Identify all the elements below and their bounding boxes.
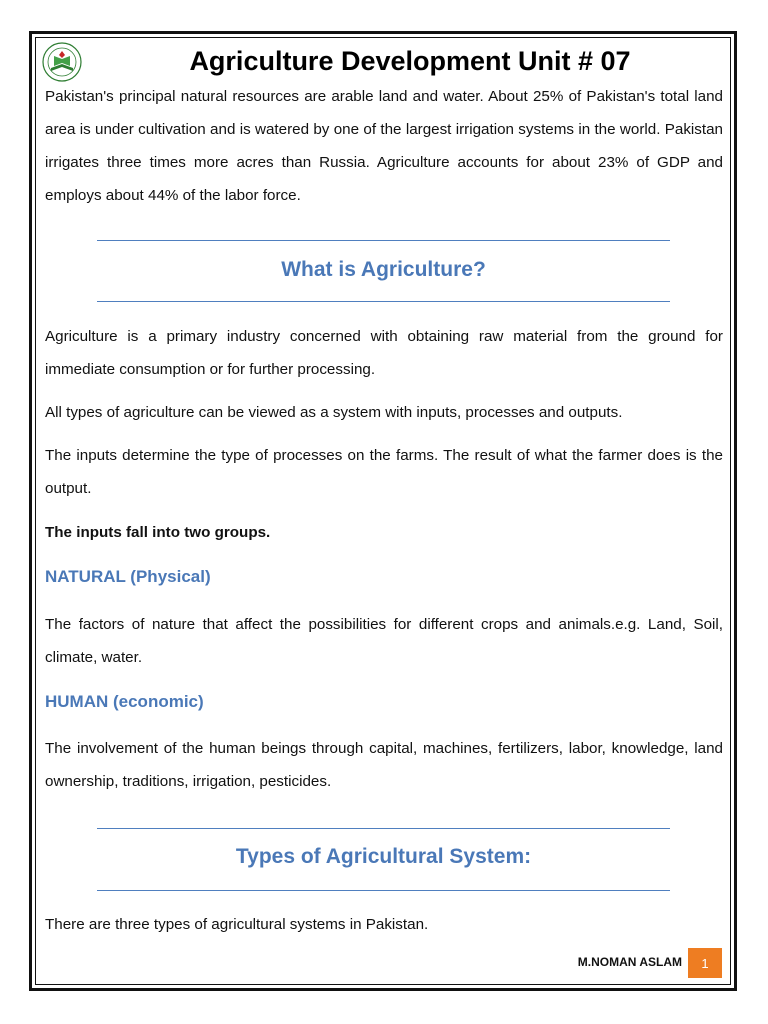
section-heading-types: Types of Agricultural System:	[235, 845, 532, 868]
paragraph-natural: The factors of nature that affect the possibilities for different crops and animals.e.g. Land, Soil, climate, water.	[45, 616, 723, 666]
divider-line	[97, 301, 670, 302]
paragraph-human: The involvement of the human beings through capital, machines, fertilizers, labor, knowledge, land ownership, traditions, irrigation, pesticides.	[45, 740, 723, 790]
institution-logo-icon	[42, 42, 82, 82]
section-heading-what-is-agriculture: What is Agriculture?	[281, 258, 486, 281]
divider-line	[97, 890, 670, 891]
paragraph-inputs: The inputs determine the type of processes on the farms. The result of what the farmer does is the output.	[45, 447, 723, 497]
intro-paragraph: Pakistan's principal natural resources are arable land and water. About 25% of Pakistan's total land area is under cultivation and is watered by one of the largest irrigation systems in the world. Pakistan irrigates three times more acres than Russia. Agriculture accounts for about 23% of GDP and employs about 44% of the labor force.	[45, 88, 723, 204]
page-number-badge: 1	[688, 948, 722, 978]
paragraph-system: All types of agriculture can be viewed as a system with inputs, processes and outputs.	[45, 404, 623, 421]
paragraph-types: There are three types of agricultural systems in Pakistan.	[45, 916, 429, 933]
footer-author: M.NOMAN ASLAM	[577, 955, 682, 969]
subheading-natural: NATURAL (Physical)	[45, 567, 211, 586]
divider-line	[97, 828, 670, 829]
document-title: Agriculture Development Unit # 07	[189, 46, 631, 76]
divider-line	[97, 240, 670, 241]
subheading-human: HUMAN (economic)	[45, 692, 204, 711]
paragraph-definition: Agriculture is a primary industry concerned with obtaining raw material from the ground for immediate consumption or for further processing.	[45, 328, 723, 378]
paragraph-two-groups: The inputs fall into two groups.	[45, 524, 271, 541]
